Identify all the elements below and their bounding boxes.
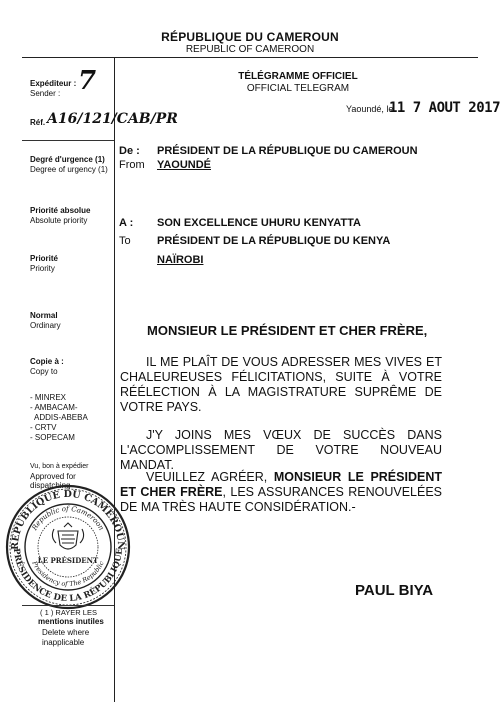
copy-recipient: - SOPECAM — [30, 433, 75, 442]
copy-recipient: - MINREX — [30, 393, 66, 402]
salutation: MONSIEUR LE PRÉSIDENT ET CHER FRÈRE, — [147, 323, 428, 338]
closing-text-b: MONSIEUR LE PRÉSIDENT ET CHER FRÈRE — [120, 470, 442, 499]
from-label-fr: De : — [119, 145, 140, 157]
urgency-label-fr: Degré d'urgence (1) — [30, 155, 105, 164]
approved-label-fr: Vu, bon à expédier — [30, 463, 89, 470]
sender-label-en: Sender : — [30, 89, 61, 98]
to-label-fr: A : — [119, 217, 134, 229]
seal-center-text: LE PRÉSIDENT — [37, 556, 99, 565]
sender-handwritten: 7 — [78, 66, 97, 96]
copy-recipient: - CRTV — [30, 423, 57, 432]
closing-text-a: VEUILLEZ AGRÉER, — [146, 470, 268, 484]
copy-label-en: Copy to — [30, 367, 58, 376]
to-city: NAÏROBI — [157, 254, 204, 266]
to-label-en: To — [119, 235, 131, 247]
telegram-title-en: OFFICIAL TELEGRAM — [246, 83, 350, 94]
seal-stamp — [4, 483, 132, 611]
priority-fr: Priorité — [30, 254, 59, 263]
country-title-en: REPUBLIC OF CAMEROON — [185, 44, 315, 55]
date-prefix: Yaoundé, le — [346, 104, 394, 114]
priority-en: Priority — [30, 264, 55, 273]
footnote-divider — [22, 605, 114, 606]
copy-recipient: ADDIS-ABEBA — [30, 413, 88, 422]
from-name: PRÉSIDENT DE LA RÉPUBLIQUE DU CAMEROUN — [157, 145, 418, 157]
footnote-line4: inapplicable — [42, 638, 85, 647]
body-paragraph-3 — [120, 470, 442, 515]
sidebar-divider — [22, 140, 114, 141]
from-city: YAOUNDÉ — [157, 159, 211, 171]
seal-inner-bottom-text: Presidency of The Republic — [30, 559, 106, 589]
date-stamp: 11 7 AOUT 2017 — [389, 100, 500, 116]
absolute-priority-en: Absolute priority — [30, 216, 88, 225]
absolute-priority-fr: Priorité absolue — [30, 206, 91, 215]
from-label-en: From — [119, 159, 145, 171]
seal-inner-top-text: Republic of Cameroon — [30, 504, 106, 532]
urgency-label-en: Degree of urgency (1) — [30, 165, 108, 174]
sender-label-fr: Expéditeur : — [30, 79, 77, 88]
presidential-seal — [4, 483, 132, 611]
top-rule — [22, 57, 478, 58]
approved-label-en2: dispatching — [30, 481, 71, 490]
copy-label-fr: Copie à : — [30, 357, 64, 366]
ref-handwritten: A16/121/CAB/PR — [47, 111, 178, 127]
to-line2: PRÉSIDENT DE LA RÉPUBLIQUE DU KENYA — [157, 235, 391, 247]
telegram-title-fr: TÉLÉGRAMME OFFICIEL — [238, 71, 358, 82]
seal-outer-bottom-text: PRÉSIDENCE DE LA RÉPUBLIQUE — [10, 547, 126, 605]
ref-label: Réf. — [30, 118, 46, 127]
copy-recipient: - AMBACAM- — [30, 403, 78, 412]
seal-emblem-icon — [52, 523, 83, 549]
footnote-line3: Delete where — [42, 628, 90, 637]
normal-fr: Normal — [30, 311, 58, 320]
signature-name: PAUL BIYA — [355, 582, 434, 599]
approved-label-en1: Approved for — [30, 472, 76, 481]
footnote-line1: ( 1 ) RAYER LES — [40, 608, 97, 617]
normal-en: Ordinary — [30, 321, 61, 330]
closing-text-c: , LES ASSURANCES RENOUVELÉES DE MA TRÈS HAUTE CONSIDÉRATION.- — [120, 485, 443, 514]
footnote-line2: mentions inutiles — [38, 617, 104, 626]
body-paragraph-1: IL ME PLAÎT DE VOUS ADRESSER MES VIVES ET CHALEUREUSES FÉLICITATIONS, SUITE À VOTRE RÉÉLECTION À LA MAGISTRATURE SUPRÊME DE VOTRE PAYS. — [120, 355, 442, 414]
country-title-fr: RÉPUBLIQUE DU CAMEROUN — [161, 30, 339, 44]
to-line1: SON EXCELLENCE UHURU KENYATTA — [157, 217, 361, 229]
body-paragraph-2: J'Y JOINS MES VŒUX DE SUCCÈS DANS L'ACCOMPLISSEMENT DE VOTRE NOUVEAU MANDAT. — [120, 428, 442, 472]
seal-outer-top-text: REPUBLIQUE DU CAMEROUN — [9, 488, 127, 551]
